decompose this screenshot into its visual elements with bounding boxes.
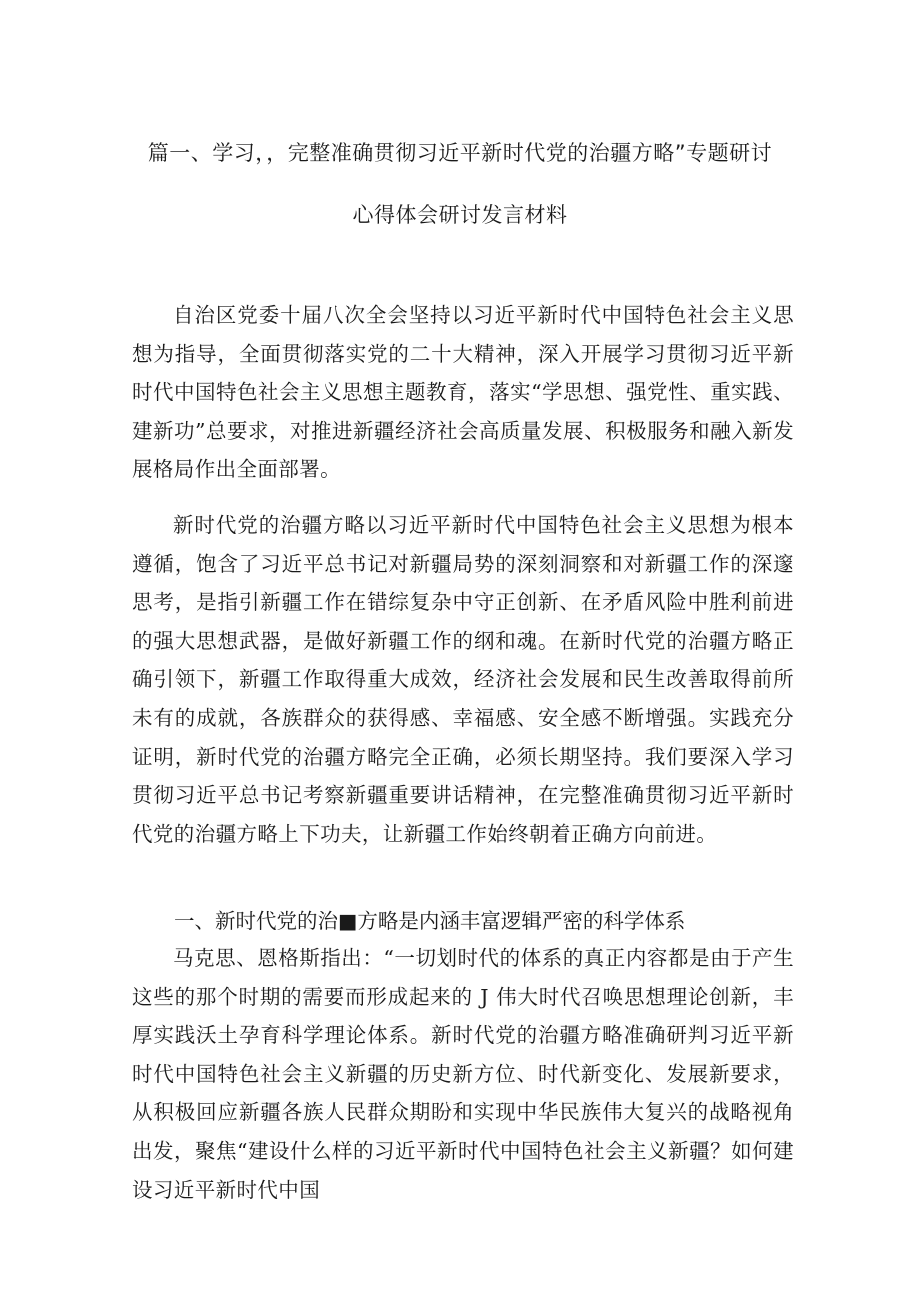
paragraph-section-one: 马克思、恩格斯指出：“一切划时代的体系的真正内容都是由于产生这些的那个时期的需要而形成起来的 J 伟大时代召唤思想理论创新，丰厚实践沃土孕育科学理论体系。新时代党的治疆方略准确研判习近平新时代中国特色社会主义新疆的历史新方位、时代新变化、发展新要求，从积极回应新疆各族人民群众期盼和实现中华民族伟大复兴的战略视角出发，聚焦“建设什么样的习近平新时代中国特色社会主义新疆？如何建设习近平新时代中国: [132, 946, 794, 1202]
document-title-line-1: 篇一、学习，，完整准确贯彻习近平新时代党的治疆方略”专题研讨: [147, 141, 773, 165]
paragraph-strategy: 新时代党的治疆方略以习近平新时代中国特色社会主义思想为根本遵循，饱含了习近平总书记对新疆局势的深刻洞察和对新疆工作的深邃思考，是指引新疆工作在错综复杂中守正创新、在矛盾风险中胜利前进的强大思想武器，是做好新疆工作的纲和魂。在新时代党的治疆方略正确引领下，新疆工作取得重大成效，经济社会发展和民生改善取得前所未有的成就，各族群众的获得感、幸福感、安全感不断增强。实践充分证明，新时代党的治疆方略完全正确，必须长期坚持。我们要深入学习贯彻习近平总书记考察新疆重要讲话精神，在完整准确贯彻习近平新时代党的治疆方略上下功夫，让新疆工作始终朝着正确方向前进。: [132, 513, 794, 846]
section-heading: 一、新时代党的治■方略是内涵丰富逻辑严密的科学体系: [174, 909, 686, 933]
paragraph-intro: 自治区党委十届八次全会坚持以习近平新时代中国特色社会主义思想为指导，全面贯彻落实党的二十大精神，深入开展学习贯彻习近平新时代中国特色社会主义思想主题教育，落实“学思想、强党性、重实践、建新功”总要求，对推进新疆经济社会高质量发展、积极服务和融入新发展格局作出全面部署。: [132, 303, 794, 482]
document-title-line-2: 心得体会研讨发言材料: [352, 203, 568, 227]
